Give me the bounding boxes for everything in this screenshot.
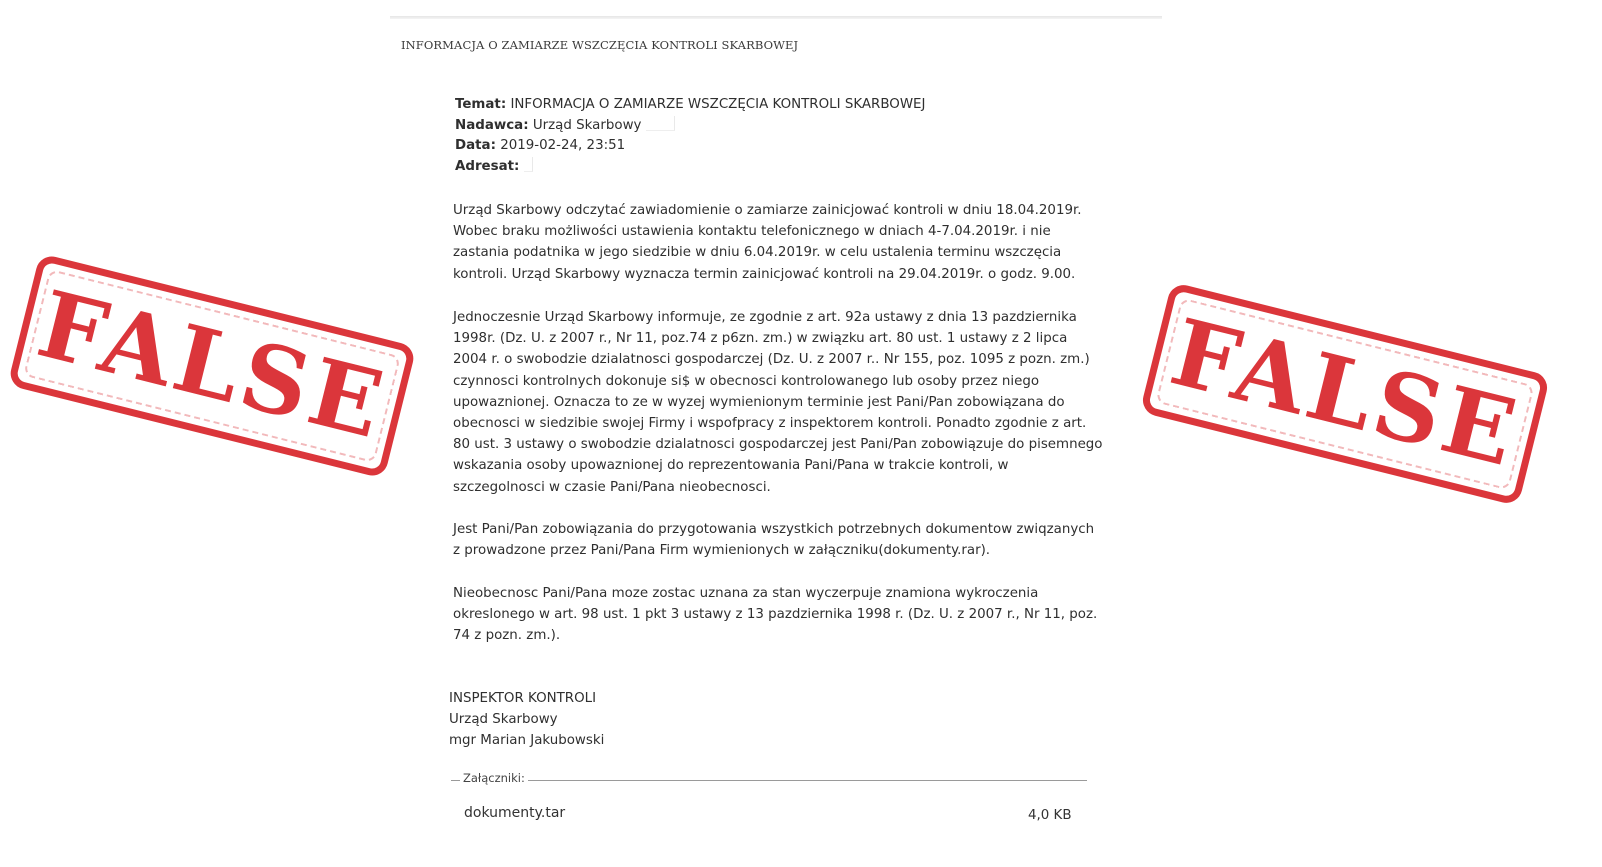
meta-sender-row	[455, 116, 925, 137]
meta-subject-label: Temat:	[455, 97, 507, 112]
email-meta-block	[455, 95, 925, 177]
meta-date-row	[455, 136, 925, 157]
attachment-file-name[interactable]: dokumenty.tar	[464, 805, 566, 821]
false-stamp-right: FALSE	[1140, 282, 1551, 506]
meta-subject-row	[455, 95, 925, 116]
meta-recipient-label: Adresat:	[455, 158, 520, 174]
meta-date-label: Data:	[455, 138, 496, 153]
meta-sender-label: Nadawca:	[455, 117, 529, 133]
signature-office: Urząd Skarbowy	[449, 712, 558, 727]
body-paragraph-4: Nieobecnosc Pani/Pana moze zostac uznana za stan wyczerpuje znamiona wykroczenia okreslonego w art. 98 ust. 1 pkt 3 ustawy z 13 pazdziernika 1998 r. (Dz. U. z 2007 r., Nr 11, poz. 74 z pozn. zm.).	[453, 586, 1098, 644]
meta-subject-value: INFORMACJA O ZAMIARZE WSZCZĘCIA KONTROLI SKARBOWEJ	[510, 97, 926, 112]
document-top-edge	[390, 16, 1162, 19]
redacted-recipient	[524, 157, 533, 172]
attachments-label: Załączniki:	[460, 771, 528, 785]
signature-title: INSPEKTOR KONTROLI	[449, 691, 597, 706]
document-header-title: INFORMACJA O ZAMIARZE WSZCZĘCIA KONTROLI SKARBOWEJ	[401, 38, 799, 52]
body-paragraph-1: Urząd Skarbowy odczytać zawiadomienie o zamiarze zainicjować kontroli w dniu 18.04.2019r. Wobec braku możliwości ustawienia kontaktu telefonicznego w dniach 4-7.04.2019r. i nie zastania podatnika w jego siedzibie w dniu 6.04.2019r. w celu ustalenia terminu wszczęcia kontroli. Urząd Skarbowy wyznacza termin zainicjować kontroli na 29.04.2019r. o godz. 9.00.	[453, 203, 1082, 282]
attachments-divider	[451, 780, 1087, 781]
signature-block	[449, 688, 604, 751]
meta-recipient-row	[455, 157, 925, 178]
signature-name: mgr Marian Jakubowski	[449, 733, 605, 748]
meta-date-value: 2019-02-24, 23:51	[500, 138, 626, 153]
redacted-sender-detail	[646, 116, 675, 131]
attachment-file-size: 4,0 KB	[1028, 808, 1072, 823]
false-stamp-left: FALSE	[7, 253, 416, 479]
body-paragraph-2: Jednoczesnie Urząd Skarbowy informuje, ze zgodnie z art. 92a ustawy z dnia 13 pazdziernika 1998r. (Dz. U. z 2007 r., Nr 11, poz.74 z p6zn. zm.) w związku art. 80 ust. 1 ustawy z 2 lipca 2004 r. o swobodzie dzialatnosci gospodarczej (Dz. U. z 2007 r.. Nr 155, poz. 1095 z pozn. zm.) czynnosci kontrolnych dokonuje si$ w obecnosci kontrolowanego lub osoby przez niego upowaznionej. Oznacza to ze w wyzej wymienionym terminie jest Pani/Pan zobowiązana do obecnosci w siedzibie swojej Firmy i wspofpracy z inspektorem kontroli. Ponadto zgodnie z art. 80 ust. 3 ustawy o swobodzie dzialatnosci gospodarczej jest Pani/Pan zobowiązuje do pisemnego wskazania osoby upowaznionej do reprezentowania Pani/Pana w trakcie kontroli, w szczegolnosci w czasie Pani/Pana nieobecnosci.	[453, 310, 1103, 495]
body-paragraph-3: Jest Pani/Pan zobowiązania do przygotowania wszystkich potrzebnych dokumentow zwiqzanych z prowadzone przez Pani/Pana Firm wymienionych w załączniku(dokumenty.rar).	[453, 522, 1095, 559]
meta-sender-value: Urząd Skarbowy	[532, 117, 642, 133]
